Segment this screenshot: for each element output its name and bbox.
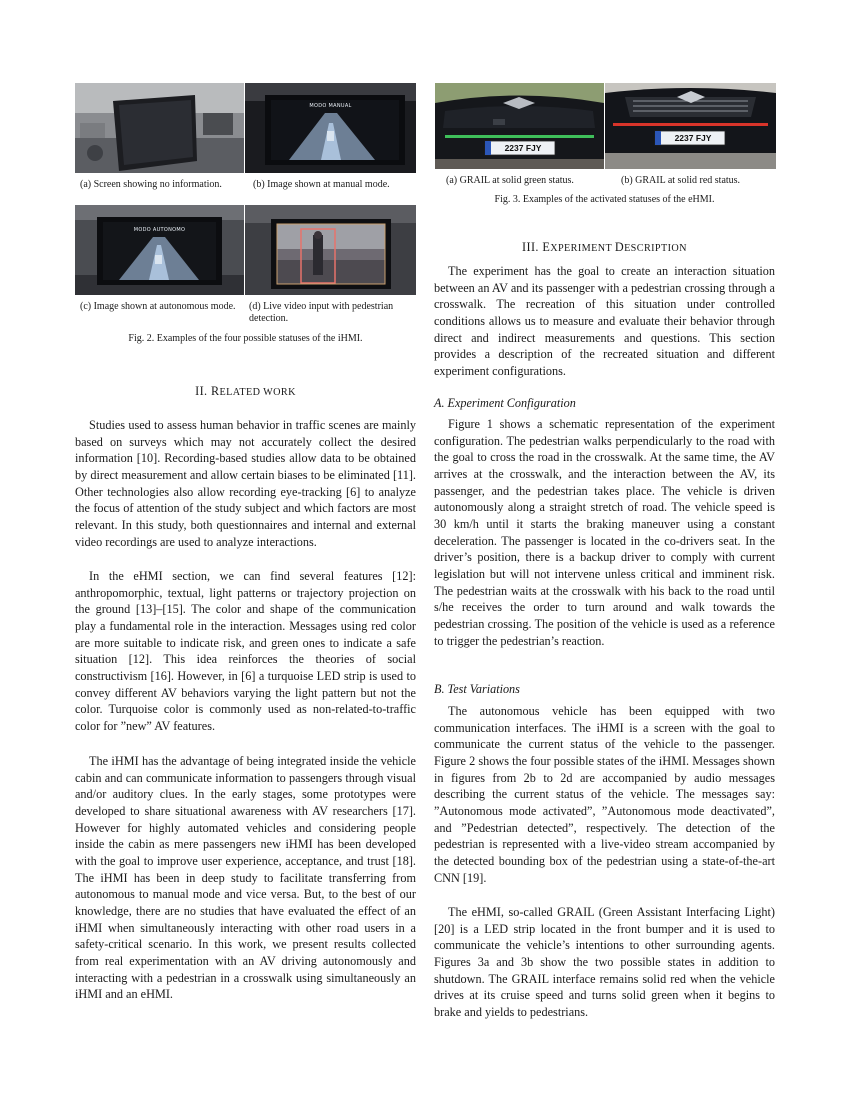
fig3a-photo: [435, 83, 604, 169]
fig3b-plate: 2237 FJY: [674, 133, 712, 143]
related-work-paragraph-2: In the eHMI section, we can find several features [12]: anthropomorphic, textual, light patterns or trajectory projection on the ground [13]–[15]. The color and shape of the communication play a fundamental role in the interaction. Messages using red color are more suitable to indicate risk, and green ones to indicate a safe situation [12]. This idea reinforces the theories of social constructivism [16]. However, in [6] a turquoise LED strip is used to convey different AV behaviors varying the light pattern but not the color. Turquoise color is commonly used as non-related-to-traffic color for ”new” AV features.: [75, 569, 416, 733]
fig2a-caption: (a) Screen showing no information.: [80, 179, 222, 190]
fig3b-photo: [605, 83, 776, 169]
fig2c-caption: (c) Image shown at autonomous mode.: [80, 301, 236, 312]
fig3b-caption: (b) GRAIL at solid red status.: [621, 175, 741, 186]
fig2c-screen-text: MODO AUTONOMO: [133, 227, 186, 233]
related-work-paragraph-3: The iHMI has the advantage of being integrated inside the vehicle cabin and can communicate information to passengers through visual and/or auditory clues. In the early stages, some prototypes were developed to share situational awareness with AV researchers [17]. However for highly automated vehicles and considering people inside the cabin as mere passengers new iHMI has been developed with the goal to improve user experience, acceptance, and trust [18]. The iHMI has been in deep study to facilitate transferring from autonomous to manual mode and vice versa. But, to the best of our knowledge, there are no studies that have evaluated the effect of an iHMI when simultaneously interacting with other road users in a safety-critical scenario. In this work, we present results collected from real experimentation with an AV driving autonomously and interacting with a pedestrian in a crosswalk using simultaneously an iHMI and an eHMI.: [75, 754, 416, 1002]
fig3a-caption: (a) GRAIL at solid green status.: [446, 175, 574, 186]
experiment-paragraph-2: Figure 1 shows a schematic representation of the experiment configuration. The pedestrian walks perpendicularly to the road with the goal to cross the road in the crosswalk. At the same time, the AV arrives at the crosswalk, and the interaction between the AV, its passenger, and the pedestrian takes place. The vehicle is driven autonomously along a straight stretch of road. The vehicle speed is 30 km/h until it starts the braking maneuver using a constant deceleration. The passenger is located in the co-drivers seat. In the driver’s position, there is a backup driver to comply with current legislation but will not intervene unless critical and imminent risk. The pedestrian waits at the crosswalk with his back to the road until s/he receives the order to turn around and walk towards the pedestrian crossing. The position of the vehicle is used as a reference to trigger the pedestrian’s reaction.: [434, 417, 775, 648]
fig2b-photo: [245, 83, 416, 173]
section-experiment-heading: III. EXPERIMENT DESCRIPTION: [522, 240, 687, 254]
experiment-paragraph-4: The eHMI, so-called GRAIL (Green Assistant Interfacing Light) [20] is a LED strip located in the front bumper and it is used to communicate the vehicle’s intentions to other surrounding agents. Figures 3a and 3b show the two possible states in addition to shutdown. The GRAIL interface remains solid red when the vehicle drives at its cruise speed and turns solid green when it begins to brake and yields to pedestrians.: [434, 905, 775, 1019]
fig2b-screen-text: MODO MANUAL: [309, 103, 352, 109]
fig2b-caption: (b) Image shown at manual mode.: [253, 179, 390, 190]
experiment-paragraph-3: The autonomous vehicle has been equipped with two communication interfaces. The iHMI is a screen with the goal to communicate the current status of the vehicle to the passenger. Figure 2 shows the four possible states of the iHMI. Messages shown in figures from 2b to 2d are accompanied by audio messages describing the current status of the vehicle. The messages say: ”Autonomous mode activated”, ”Autonomous mode deactivated”, and ”Pedestrian detected”, respectively. The detection of the pedestrian is represented with a live-video stream accompanied by the detected bounding box of the pedestrian using a state-of-the-art CNN [19].: [434, 704, 775, 885]
subsection-experiment-configuration: A. Experiment Configuration: [434, 396, 576, 410]
fig2-caption: Fig. 2. Examples of the four possible statuses of the iHMI.: [128, 333, 363, 344]
fig2c-photo: [75, 205, 244, 295]
fig3-caption: Fig. 3. Examples of the activated statuses of the eHMI.: [494, 194, 715, 205]
experiment-paragraph-1: The experiment has the goal to create an interaction situation between an AV and its passenger with a pedestrian crossing through a crosswalk. The recreation of this situation under controlled conditions allows us to measure and evaluate their behavior through direct and indirect measurements and questions. This section provides a description of the recreated situation and different experiment configurations.: [434, 264, 775, 378]
fig2d-caption: (d) Live video input with pedestrian detection.: [249, 301, 394, 324]
subsection-test-variations: B. Test Variations: [434, 682, 520, 696]
related-work-paragraph-1: Studies used to assess human behavior in traffic scenes are mainly based on surveys which may not accurately collect the desired information [10]. Recording-based studies allow data to be obtained by direct measurement and allow certain biases to be eliminated [11]. Other technologies also allow recording eye-tracking [6] to analyze the focus of attention of the study subject and which factors are most relevant. In this study, both questionnaires and internal and external video recordings are used to analyze interactions.: [75, 418, 416, 549]
fig2d-photo: [245, 205, 416, 295]
section-related-work-heading: II. RELATED WORK: [195, 384, 296, 398]
fig2a-photo: [75, 83, 244, 173]
fig3a-plate: 2237 FJY: [504, 143, 542, 153]
